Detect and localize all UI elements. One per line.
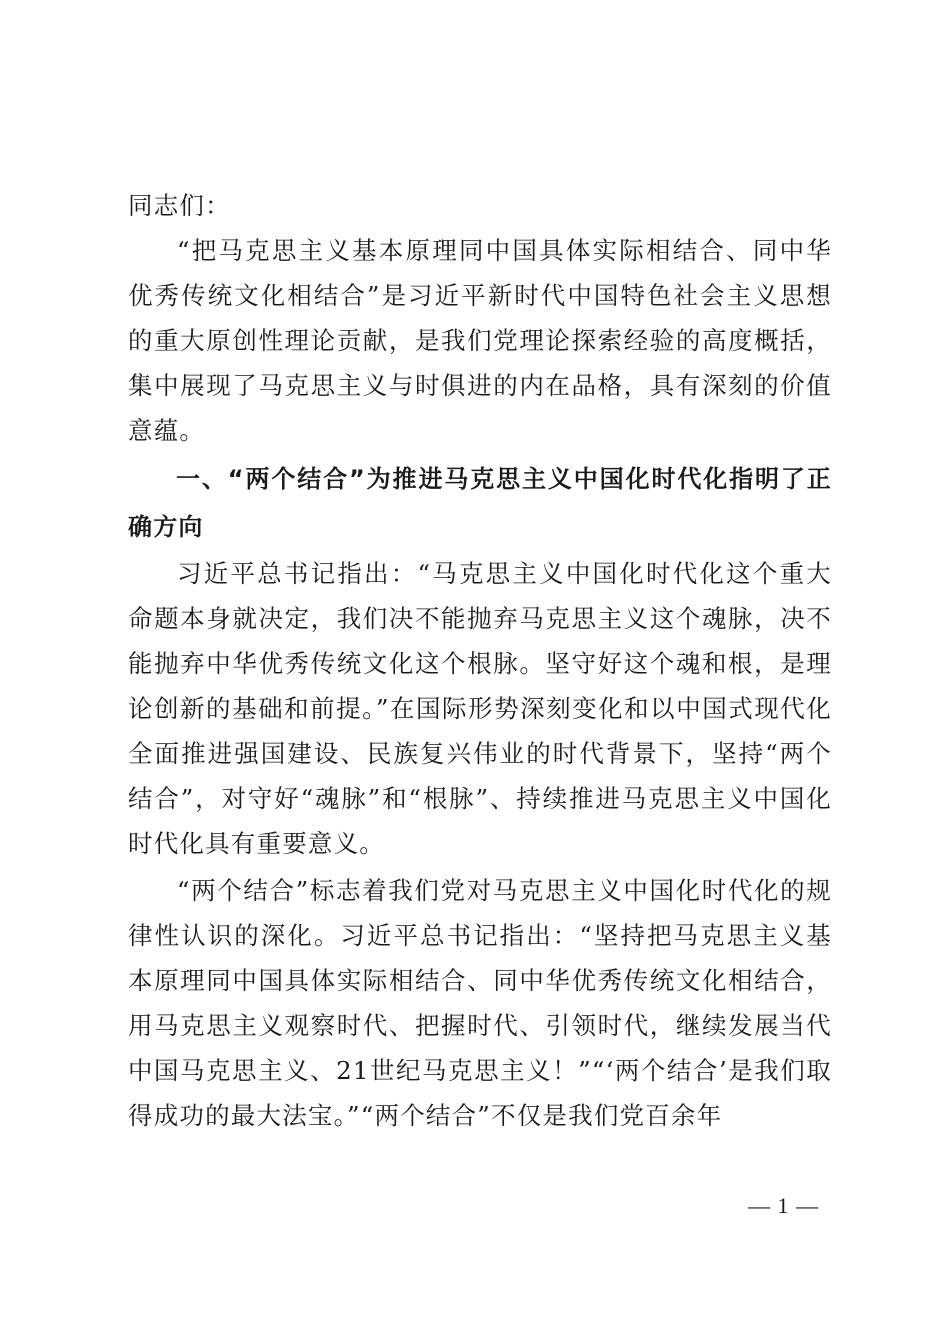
paragraph-2: 习近平总书记指出：“马克思主义中国化时代化这个重大命题本身就决定，我们决不能抛弃马克思主义这个魂脉，决不能抛弃中华优秀传统文化这个根脉。坚守好这个魂和根，是理论创新的基础和前提。”在国际形势深刻变化和以中国式现代化全面推进强国建设、民族复兴伟业的时代背景下，坚持“两个结合”，对守好“魂脉”和“根脉”、持续推进马克思主义中国化时代化具有重要意义。 bbox=[128, 559, 832, 858]
document-body bbox=[128, 183, 832, 1138]
salutation: 同志们： bbox=[128, 191, 231, 220]
page-number: — 1 — bbox=[748, 1193, 819, 1218]
section-heading-1: 一、“两个结合”为推进马克思主义中国化时代化指明了正确方向 bbox=[128, 465, 832, 541]
paragraph-3: “两个结合”标志着我们党对马克思主义中国化时代化的规律性认识的深化。习近平总书记指出：“坚持把马克思主义基本原理同中国具体实际相结合、同中华优秀传统文化相结合，用马克思主义观察时代、把握时代、引领时代，继续发展当代中国马克思主义、21世纪马克思主义！”“‘两个结合’是我们取得成功的最大法宝。”“两个结合”不仅是我们党百余年 bbox=[128, 876, 832, 1130]
intro-paragraph: “把马克思主义基本原理同中国具体实际相结合、同中华优秀传统文化相结合”是习近平新时代中国特色社会主义思想的重大原创性理论贡献，是我们党理论探索经验的高度概括，集中展现了马克思主义与时俱进的内在品格，具有深刻的价值意蕴。 bbox=[128, 236, 832, 445]
